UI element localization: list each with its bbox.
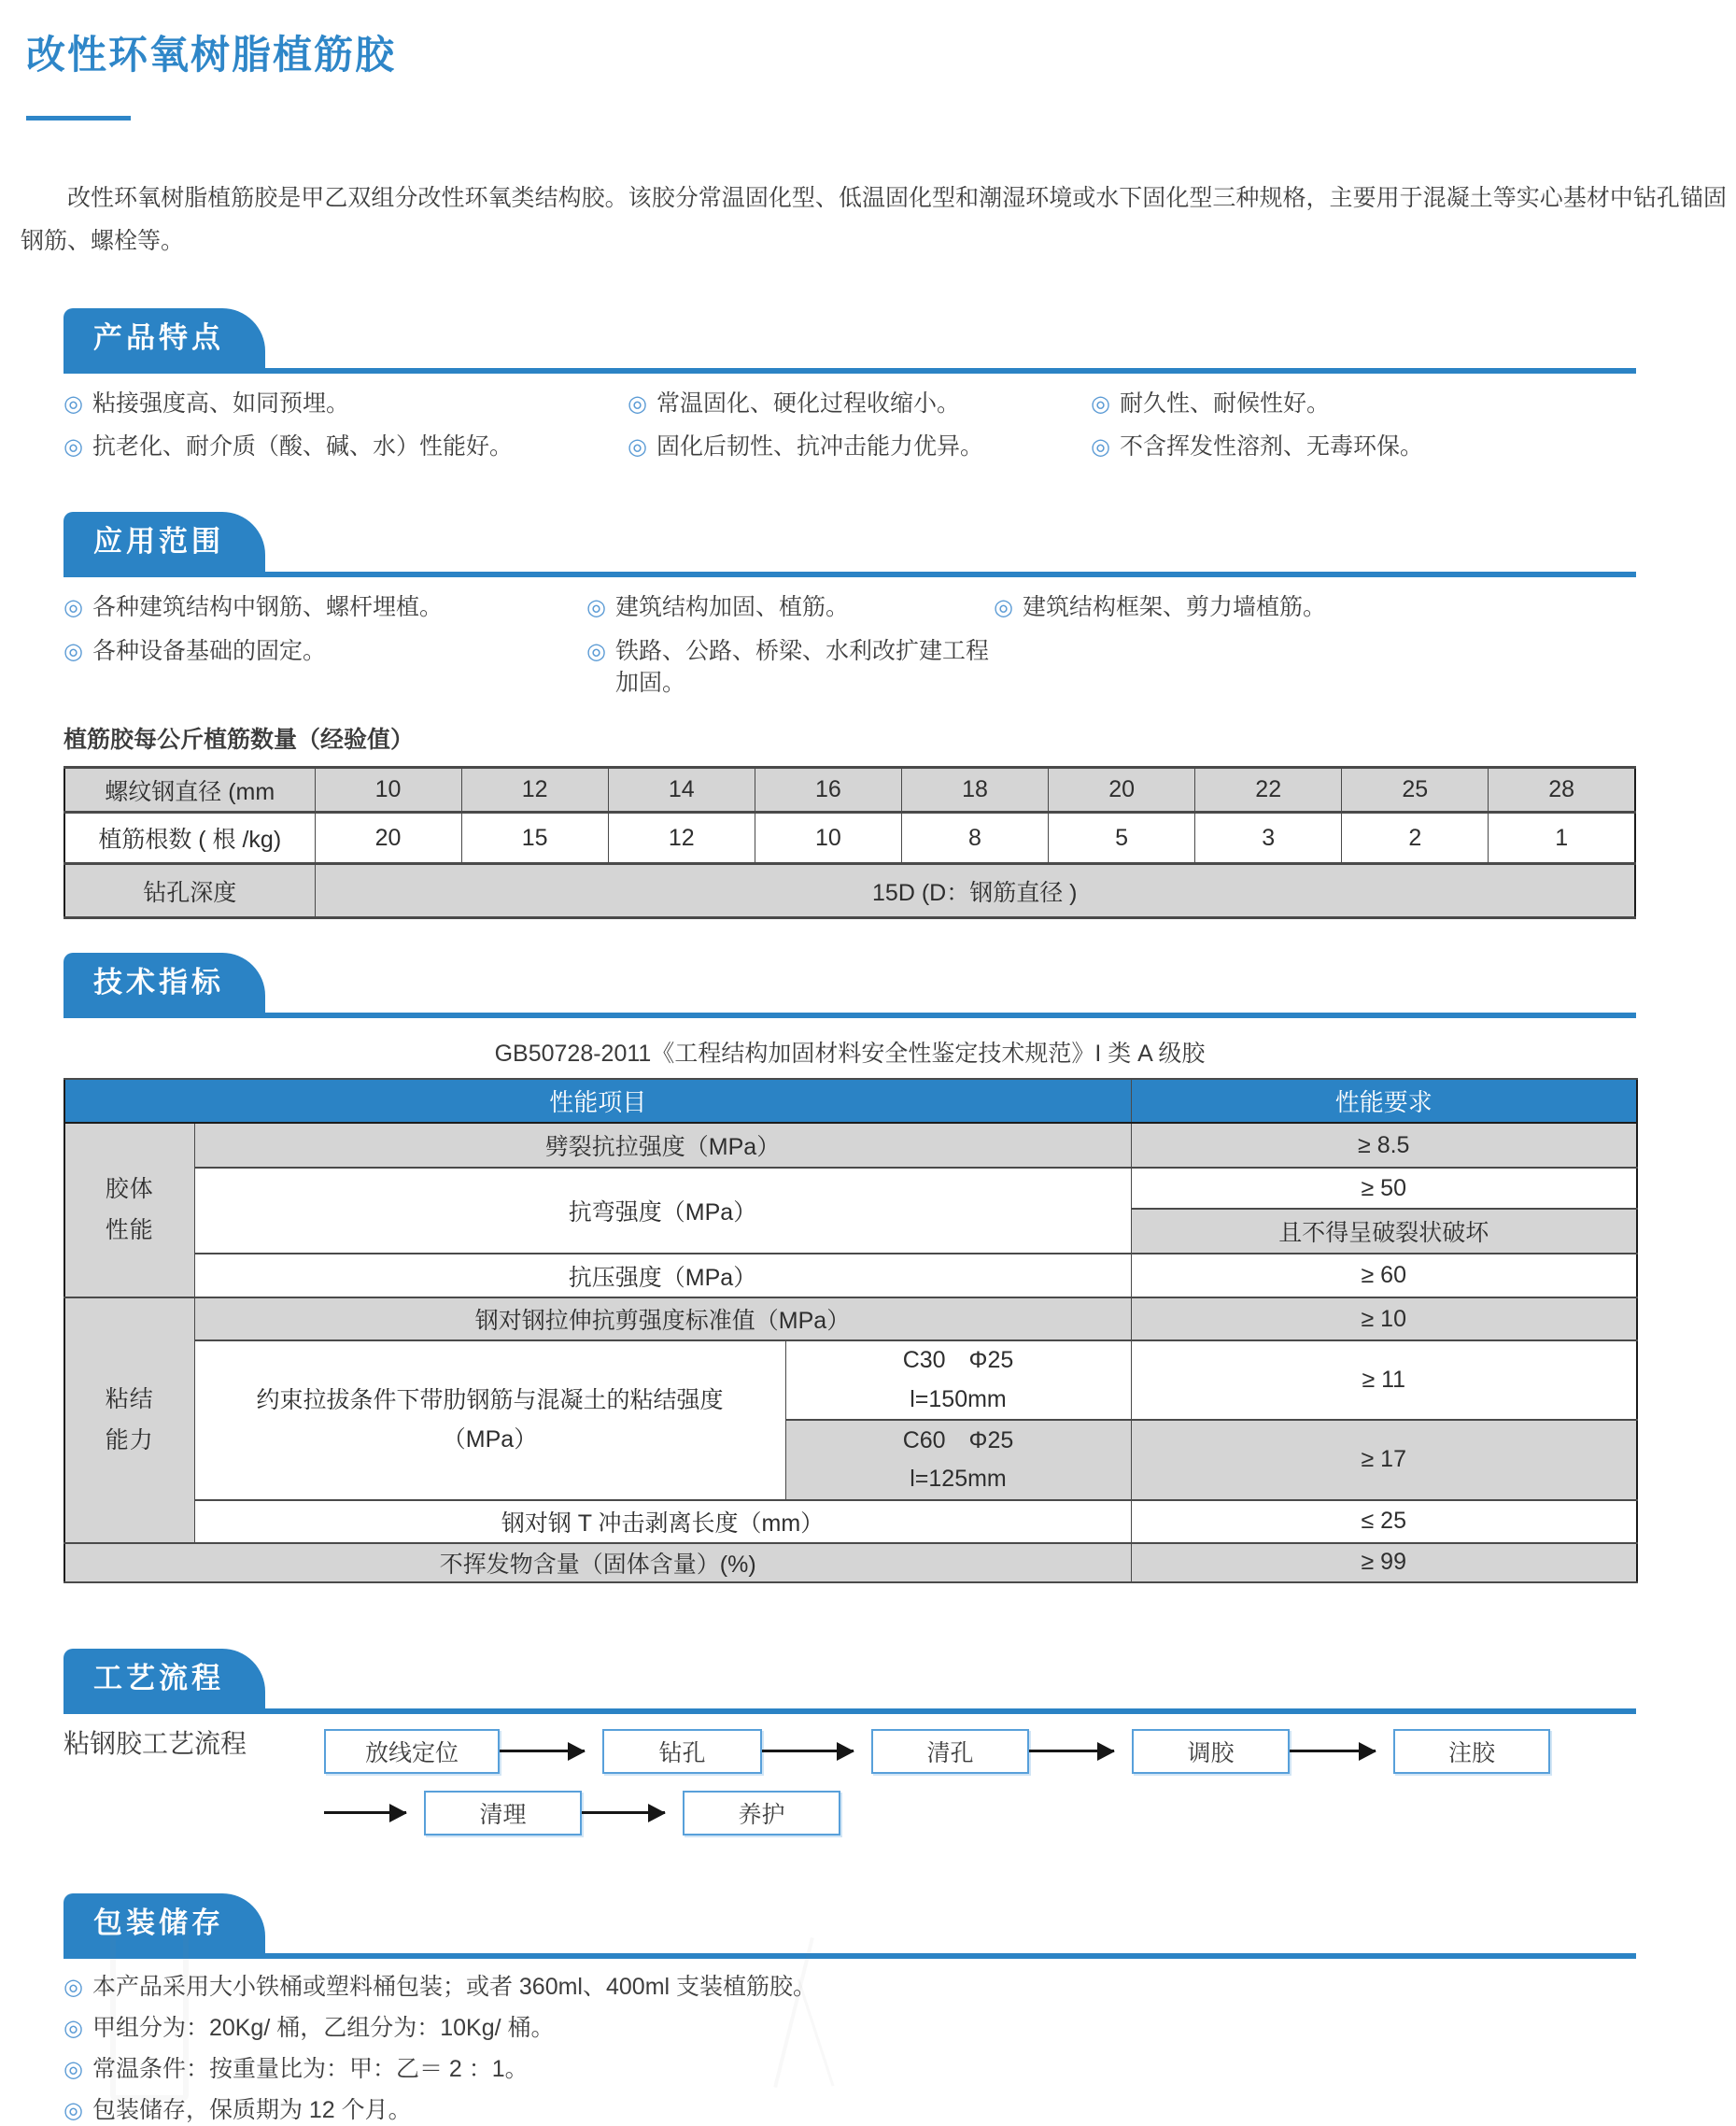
features-list: [64, 389, 1636, 464]
application-item: [64, 592, 586, 624]
rebar-count: 5: [1049, 813, 1195, 864]
rebar-count: 12: [608, 813, 755, 864]
tech-requirement: ≥ 11: [1131, 1340, 1637, 1420]
section-tab-tech: 技术指标: [64, 953, 265, 1013]
flow-box: 清理: [424, 1791, 582, 1835]
bullseye-icon: ◎: [64, 2056, 83, 2082]
rebar-table: [64, 766, 1636, 919]
packaging-text: 包装储存，保质期为 12 个月。: [92, 2096, 412, 2123]
process-flowchart: [64, 1722, 1636, 1852]
section-tab-process: 工艺流程: [64, 1649, 265, 1708]
tech-item-label: 钢对钢 T 冲击剥离长度（mm）: [194, 1500, 1131, 1543]
tech-item-label: 不挥发物含量（固体含量）(%): [64, 1543, 1131, 1582]
application-item: [586, 636, 994, 700]
packaging-item: [64, 2095, 1636, 2126]
tech-header-item: 性能项目: [64, 1079, 1131, 1123]
application-text: 建筑结构加固、植筋。: [614, 594, 849, 620]
rebar-diameter: 22: [1195, 768, 1342, 813]
bullseye-icon: ◎: [586, 638, 606, 664]
rebar-depth-label: 钻孔深度: [64, 864, 315, 918]
section-head-process: [64, 1649, 1636, 1714]
rebar-count: 10: [755, 813, 901, 864]
tech-row-nonvolatile: [64, 1543, 1637, 1582]
flow-box: 钻孔: [602, 1729, 762, 1774]
tech-requirement: ≥ 99: [1131, 1543, 1637, 1582]
bullseye-icon: ◎: [1091, 434, 1110, 461]
packaging-text: 本产品采用大小铁桶或塑料桶包装；或者 360ml、400ml 支装植筋胶。: [92, 1973, 817, 2000]
rebar-count: 1: [1489, 813, 1635, 864]
bullseye-icon: ◎: [994, 595, 1013, 620]
tech-item-label: 抗压强度（MPa）: [194, 1254, 1131, 1297]
application-text: 各种设备基础的固定。: [92, 637, 326, 664]
flow-subtitle: 粘钢胶工艺流程: [64, 1728, 247, 1758]
feature-item: [628, 389, 1091, 420]
tech-row-splitting-tensile: [64, 1123, 1637, 1168]
tech-requirement: 且不得呈破裂状破坏: [1131, 1209, 1637, 1254]
feature-item: [1091, 389, 1636, 420]
packaging-text: 甲组分为：20Kg/ 桶，乙组分为：10Kg/ 桶。: [92, 2014, 555, 2041]
application-item: [586, 592, 994, 624]
flow-arrow-icon: [500, 1750, 585, 1752]
section-head-features: [64, 308, 1636, 374]
rebar-count: 15: [461, 813, 608, 864]
rebar-count-label: 植筋根数 ( 根 /kg): [64, 813, 315, 864]
bullseye-icon: ◎: [1091, 390, 1110, 417]
application-item: [64, 636, 586, 700]
tech-header-requirement: 性能要求: [1131, 1079, 1637, 1123]
tech-row-bending-strength: [64, 1168, 1637, 1209]
bullseye-icon: ◎: [64, 2097, 83, 2123]
bullseye-icon: ◎: [64, 390, 83, 417]
page-title: 改性环氧树脂植筋胶: [26, 33, 397, 77]
section-tab-applications: 应用范围: [64, 512, 265, 572]
section-head-tech: [64, 953, 1636, 1018]
tech-item-label: 约束拉拔条件下带肋钢筋与混凝土的粘结强度 （MPa）: [194, 1340, 785, 1500]
document-page: [0, 24, 1736, 2123]
flow-arrow-icon: [1290, 1750, 1376, 1752]
bullseye-icon: ◎: [586, 595, 606, 620]
feature-item: [64, 432, 628, 463]
flow-arrow-icon: [582, 1811, 665, 1814]
applications-list: [64, 592, 1636, 699]
tech-row-compressive: [64, 1254, 1637, 1297]
feature-text: 固化后韧性、抗冲击能力优异。: [656, 433, 983, 461]
packaging-item: [64, 2054, 1636, 2085]
application-item: [994, 592, 1636, 624]
flow-arrow-icon: [1029, 1750, 1114, 1752]
packaging-text: 常温条件：按重量比为：甲：乙＝ 2 ：1。: [92, 2055, 529, 2082]
feature-text: 不含挥发性溶剂、无毒环保。: [1119, 433, 1423, 461]
bullseye-icon: ◎: [628, 434, 647, 461]
tech-row-pullout-c30: [64, 1340, 1637, 1420]
rebar-diameter: 16: [755, 768, 901, 813]
flow-row-2: [324, 1791, 840, 1835]
rebar-count: 2: [1342, 813, 1489, 864]
rebar-diameter: 10: [315, 768, 461, 813]
intro-paragraph: 改性环氧树脂植筋胶是甲乙双组分改性环氧类结构胶。该胶分常温固化型、低温固化型和潮湿环境或水下固化型三种规格，主要用于混凝土等实心基材中钻孔锚固钢筋、螺栓等。: [21, 185, 1727, 255]
tech-row-shear-strength: [64, 1297, 1637, 1340]
packaging-list: [64, 1972, 1636, 2126]
bullseye-icon: ◎: [64, 595, 83, 620]
rebar-diameter: 25: [1342, 768, 1489, 813]
feature-text: 粘接强度高、如同预埋。: [92, 390, 349, 417]
tech-item-label: 抗弯强度（MPa）: [194, 1168, 1131, 1254]
rebar-count: 3: [1195, 813, 1342, 864]
tech-requirement: ≥ 8.5: [1131, 1123, 1637, 1168]
tech-group-bonding: 粘结能力: [64, 1297, 194, 1543]
rebar-diameter: 18: [901, 768, 1048, 813]
tech-table: [64, 1078, 1638, 1583]
flow-box: 养护: [683, 1791, 840, 1835]
rebar-table-header-row: [64, 768, 1635, 813]
bullseye-icon: ◎: [628, 390, 647, 417]
rebar-header-label: 螺纹钢直径 (mm: [64, 768, 315, 813]
tech-group-adhesive: 胶体性能: [64, 1123, 194, 1297]
flow-box: 注胶: [1393, 1729, 1550, 1774]
tech-condition: C60 Φ25 l=125mm: [785, 1420, 1131, 1500]
rebar-diameter: 14: [608, 768, 755, 813]
tech-header-row: [64, 1079, 1637, 1123]
rebar-depth-value: 15D (D：钢筋直径 ): [315, 864, 1635, 918]
tech-condition: C30 Φ25 l=150mm: [785, 1340, 1131, 1420]
feature-item: [1091, 432, 1636, 463]
feature-item: [628, 432, 1091, 463]
tech-row-peel-length: [64, 1500, 1637, 1543]
tech-requirement: ≥ 60: [1131, 1254, 1637, 1297]
rebar-table-caption: 植筋胶每公斤植筋数量（经验值）: [64, 727, 415, 754]
section-tab-features: 产品特点: [64, 308, 265, 368]
rebar-table-depth-row: [64, 864, 1635, 918]
feature-item: [64, 389, 628, 420]
rebar-diameter: 20: [1049, 768, 1195, 813]
application-text: 铁路、公路、桥梁、水利改扩建工程加固。: [614, 637, 989, 696]
bullseye-icon: ◎: [64, 638, 83, 664]
packaging-item: [64, 1972, 1636, 2003]
bullseye-icon: ◎: [64, 434, 83, 461]
tech-requirement: ≤ 25: [1131, 1500, 1637, 1543]
section-head-applications: [64, 512, 1636, 577]
application-text: 各种建筑结构中钢筋、螺杆埋植。: [92, 594, 443, 620]
rebar-count: 20: [315, 813, 461, 864]
feature-text: 耐久性、耐候性好。: [1119, 390, 1330, 417]
tech-item-label: 钢对钢拉伸抗剪强度标准值（MPa）: [194, 1297, 1131, 1340]
bullseye-icon: ◎: [64, 2015, 83, 2041]
title-underline: [26, 116, 131, 120]
flow-box: 放线定位: [324, 1729, 500, 1774]
flow-arrow-icon: [762, 1750, 854, 1752]
application-text: 建筑结构框架、剪力墙植筋。: [1022, 594, 1326, 620]
feature-text: 常温固化、硬化过程收缩小。: [656, 390, 960, 417]
rebar-count: 8: [901, 813, 1048, 864]
flow-box: 清孔: [871, 1729, 1029, 1774]
section-head-packaging: [64, 1893, 1636, 1959]
flow-row-1: [324, 1729, 1550, 1774]
section-tab-packaging: 包装储存: [64, 1893, 265, 1953]
rebar-diameter: 28: [1489, 768, 1635, 813]
flow-box: 调胶: [1132, 1729, 1290, 1774]
rebar-diameter: 12: [461, 768, 608, 813]
rebar-table-count-row: [64, 813, 1635, 864]
flow-arrow-icon: [324, 1811, 406, 1814]
bullseye-icon: ◎: [64, 1974, 83, 2000]
tech-requirement: ≥ 10: [1131, 1297, 1637, 1340]
tech-standard-caption: GB50728-2011《工程结构加固材料安全性鉴定技术规范》I 类 A 级胶: [494, 1041, 1206, 1068]
tech-requirement: ≥ 17: [1131, 1420, 1637, 1500]
feature-text: 抗老化、耐介质（酸、碱、水）性能好。: [92, 433, 513, 461]
packaging-item: [64, 2013, 1636, 2044]
tech-requirement: ≥ 50: [1131, 1168, 1637, 1209]
tech-item-label: 劈裂抗拉强度（MPa）: [194, 1123, 1131, 1168]
